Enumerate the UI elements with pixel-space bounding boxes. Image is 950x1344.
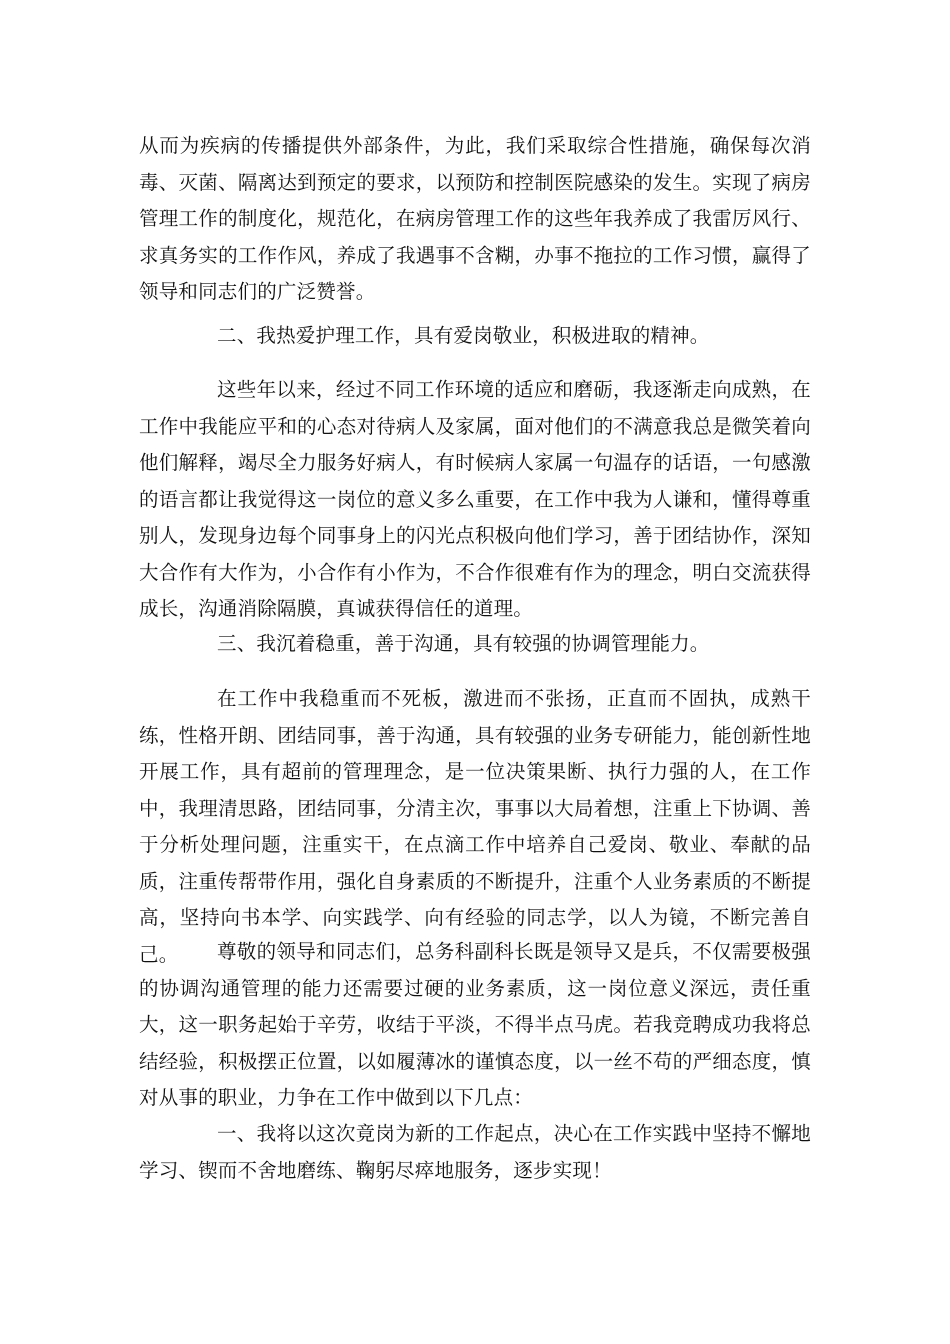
paragraph-section-3-body: 在工作中我稳重而不死板，激进而不张扬，正直而不固执，成熟干练，性格开朗、团结同事，善于沟通，具有较强的业务专研能力，能创新性地开展工作，具有超前的管理理念，是一位决策果断、执行力强的人，在工作中，我理清思路，团结同事，分清主次，事事以大局着想，注重上下协调、善于分析处理问题，注重实干，在点滴工作中培养自己爱岗、敬业、奉献的品质，注重传帮带作用，强化自身素质的不断提升，注重个人业务素质的不断提高，坚持向书本学、向实践学、向有经验的同志学，以人为镜，不断完善自己。	[139, 687, 811, 966]
paragraph-section-2-body: 这些年以来，经过不同工作环境的适应和磨砺，我逐渐走向成熟，在工作中我能应平和的心态对待病人及家属，面对他们的不满意我总是微笑着向他们解释，竭尽全力服务好病人，有时候病人家属一句温存的话语，一句感激的语言都让我觉得这一岗位的意义多么重要，在工作中我为人谦和，懂得尊重别人，发现身边每个同事身上的闪光点积极向他们学习，善于团结协作，深知大合作有大作为，小合作有小作为，不合作很难有作为的理念，明白交流获得成长，沟通消除隔膜，真诚获得信任的道理。	[139, 378, 811, 620]
section-heading-2: 二、我热爱护理工作，具有爱岗敬业，积极进取的精神。	[217, 324, 710, 347]
paragraph-address: 尊敬的领导和同志们，总务科副科长既是领导又是兵，不仅需要极强的协调沟通管理的能力还需要过硬的业务素质，这一岗位意义深远，责任重大，这一职务起始于辛劳，收结于平淡，不得半点马虎。若我竞聘成功我将总结经验，积极摆正位置，以如履薄冰的谨慎态度，以一丝不苟的严细态度，慎对从事的职业，力争在工作中做到以下几点：	[139, 940, 811, 1109]
paragraph-continuation: 从而为疾病的传播提供外部条件，为此，我们采取综合性措施，确保每次消毒、灭菌、隔离达到预定的要求，以预防和控制医院感染的发生。实现了病房管理工作的制度化，规范化，在病房管理工作的这些年我养成了我雷厉风行、求真务实的工作作风，养成了我遇事不含糊，办事不拖拉的工作习惯，赢得了领导和同志们的广泛赞誉。	[139, 134, 811, 303]
section-heading-3: 三、我沉着稳重，善于沟通，具有较强的协调管理能力。	[217, 632, 710, 655]
paragraph-commitment-1: 一、我将以这次竟岗为新的工作起点，决心在工作实践中坚持不懈地学习、锲而不舍地磨练、鞠躬尽瘁地服务，逐步实现！	[139, 1122, 811, 1182]
